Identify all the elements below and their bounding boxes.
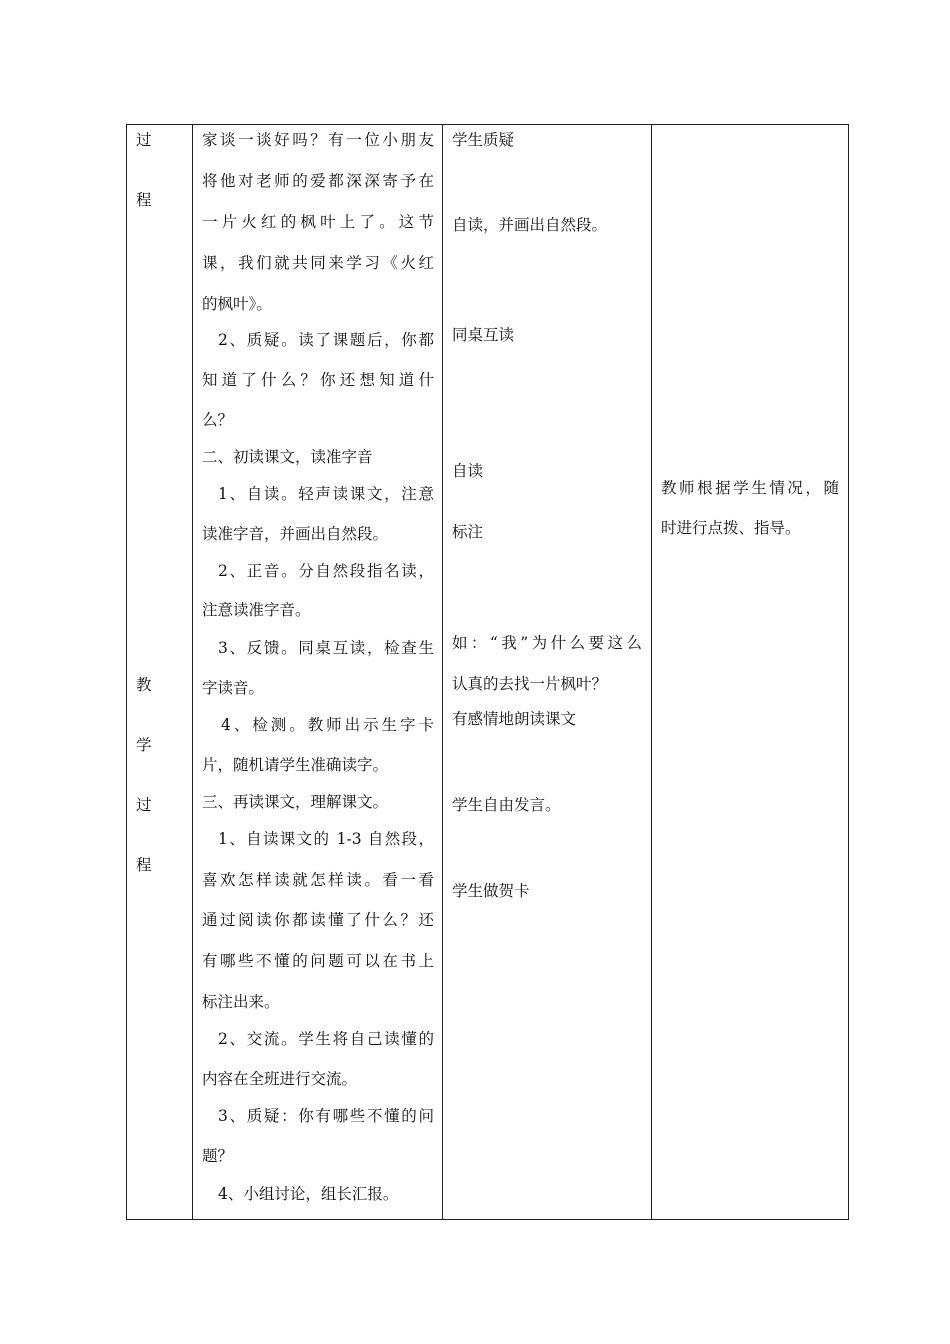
section-label-char: 程 [136,856,152,874]
activity-line: 学生质疑 [452,131,515,149]
content-line: 么？ [202,411,234,429]
guidance-line: 教师根据学生情况，随 [661,479,839,497]
content-line: 有哪些不懂的问题可以在书上 [202,952,434,970]
content-line: 课，我们就共同来学习《火红 [202,254,434,272]
content-line: 2、正音。分自然段指名读， [218,562,434,580]
lesson-plan-table [126,124,849,1220]
activity-line: 如：“我”为什么要这么 [452,634,642,652]
student-activity-cell [443,125,652,1220]
content-line: 通过阅读你都读懂了什么？还 [202,911,434,929]
content-line: 注意读准字音。 [202,601,311,619]
section-label-cell [127,125,193,1220]
teaching-content-cell [193,125,443,1220]
activity-line: 学生自由发言。 [452,796,561,814]
content-line: 一片火红的枫叶上了。这节 [202,213,434,231]
activity-line: 认真的去找一片枫叶？ [452,675,608,693]
content-line: 三、再读课文，理解课文。 [202,793,389,811]
section-label-char: 过 [136,131,152,149]
section-label-char: 过 [136,796,152,814]
content-line: 读准字音，并画出自然段。 [202,525,389,543]
content-line: 1、自读课文的 1-3 自然段， [218,830,434,848]
content-line: 3、质疑：你有哪些不懂的问 [218,1107,434,1125]
activity-line: 有感情地朗读课文 [452,710,577,728]
guidance-line: 时进行点拨、指导。 [661,519,801,537]
content-line: 4、检测。教师出示生字卡 [221,716,434,734]
content-line: 1、自读。轻声读课文，注意 [218,485,434,503]
activity-line: 学生做贺卡 [452,882,530,900]
content-line: 片，随机请学生准确读字。 [202,756,389,774]
activity-line: 自读 [452,462,484,480]
content-line: 内容在全班进行交流。 [202,1070,358,1088]
activity-line: 自读，并画出自然段。 [452,216,608,234]
activity-line: 同桌互读 [452,326,515,344]
content-line: 二、初读课文，读准字音 [202,448,373,466]
content-line: 喜欢怎样读就怎样读。看一看 [202,871,434,889]
content-line: 将他对老师的爱都深深寄予在 [202,172,434,190]
section-label-char: 学 [136,736,152,754]
section-label-char: 程 [136,191,152,209]
teacher-guidance-cell [652,125,849,1220]
content-line: 3、反馈。同桌互读，检查生 [218,639,434,657]
content-line: 的枫叶》。 [202,295,272,313]
table-row [127,125,849,1220]
content-line: 题？ [202,1147,234,1165]
content-line: 知道了什么？你还想知道什 [202,371,434,389]
content-line: 家谈一谈好吗？有一位小朋友 [202,131,434,149]
content-line: 2、质疑。读了课题后，你都 [218,331,434,349]
activity-line: 标注 [452,523,484,541]
content-line: 字读音。 [202,679,265,697]
content-line: 标注出来。 [202,993,280,1011]
content-line: 2、交流。学生将自己读懂的 [218,1030,434,1048]
section-label-char: 教 [136,676,152,694]
content-line: 4、小组讨论，组长汇报。 [218,1185,399,1203]
